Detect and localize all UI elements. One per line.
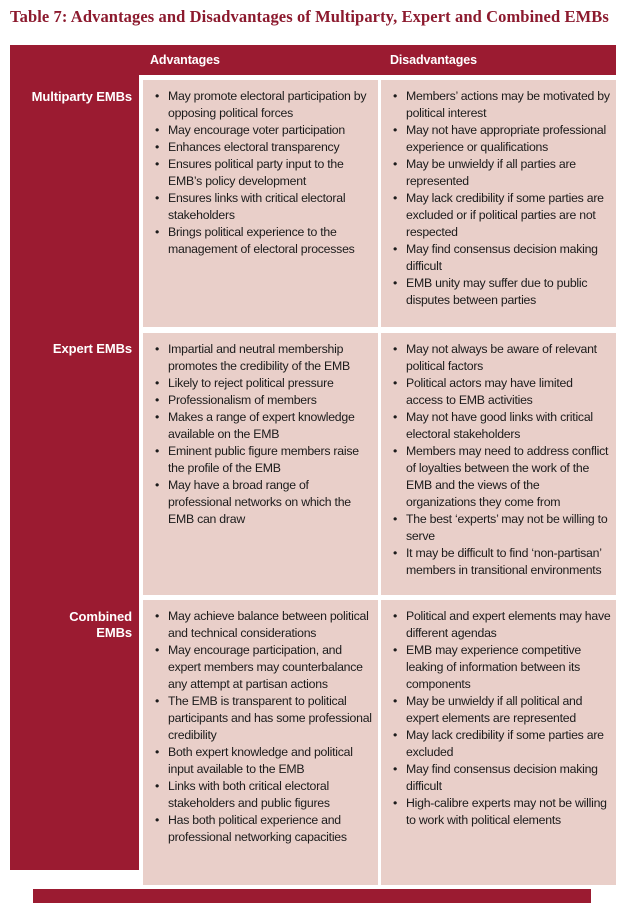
- emb-comparison-table: [10, 45, 616, 890]
- cell-combined-advantages: [143, 600, 378, 885]
- bullet-item: • Likely to reject political pressure: [143, 375, 378, 392]
- bullet-item: • Enhances electoral transparency: [143, 139, 378, 156]
- bullet-item: • The EMB is transparent to political participants and has some professional credibility: [143, 693, 378, 744]
- bullet-item: • Eminent public figure members raise the profile of the EMB: [143, 443, 378, 477]
- bullet-item: • Has both political experience and professional networking capacities: [143, 812, 378, 846]
- bullet-item: • Brings political experience to the management of electoral processes: [143, 224, 378, 258]
- bullet-item: • May not have good links with critical electoral stakeholders: [381, 409, 616, 443]
- bullet-item: • Political actors may have limited access to EMB activities: [381, 375, 616, 409]
- bullet-item: • Members’ actions may be motivated by political interest: [381, 88, 616, 122]
- bullet-item: • May find consensus decision making difficult: [381, 761, 616, 795]
- bullet-item: • Professionalism of members: [143, 392, 378, 409]
- bullet-item: • Both expert knowledge and political input available to the EMB: [143, 744, 378, 778]
- row-label-combined-embs: Combined EMBs: [69, 609, 132, 640]
- bullet-item: • May encourage voter participation: [143, 122, 378, 139]
- bullet-list: [381, 88, 616, 309]
- cell-expert-disadvantages: [381, 333, 616, 595]
- bullet-item: • May achieve balance between political and technical considerations: [143, 608, 378, 642]
- row-label-multiparty-embs: Multiparty EMBs: [31, 89, 132, 104]
- row-label-expert-embs: Expert EMBs: [52, 341, 132, 356]
- cell-combined-disadvantages: [381, 600, 616, 885]
- bullet-item: • May be unwieldy if all political and expert elements are represented: [381, 693, 616, 727]
- bullet-list: [381, 608, 616, 829]
- table-footer-bar: [33, 889, 591, 903]
- bullet-item: • High-calibre experts may not be willing to work with political elements: [381, 795, 616, 829]
- column-header-disadvantages: Disadvantages: [390, 53, 477, 67]
- table-title: Table 7: Advantages and Disadvantages of Multiparty, Expert and Combined EMBs: [10, 7, 609, 26]
- bullet-item: • May lack credibility if some parties are excluded: [381, 727, 616, 761]
- cell-expert-advantages: [143, 333, 378, 595]
- bullet-item: • Political and expert elements may have different agendas: [381, 608, 616, 642]
- bullet-item: • It may be difficult to find ‘non-partisan’ members in transitional environments: [381, 545, 616, 579]
- bullet-item: • Ensures political party input to the EMB’s policy development: [143, 156, 378, 190]
- bullet-list: [143, 88, 378, 258]
- cell-multiparty-advantages: [143, 80, 378, 327]
- bullet-item: • May have a broad range of professional networks on which the EMB can draw: [143, 477, 378, 528]
- bullet-item: • Makes a range of expert knowledge available on the EMB: [143, 409, 378, 443]
- bullet-item: • Members may need to address conflict of loyalties between the work of the EMB and the views of the organizations they come from: [381, 443, 616, 511]
- bullet-item: • Impartial and neutral membership promotes the credibility of the EMB: [143, 341, 378, 375]
- bullet-list: [143, 341, 378, 528]
- bullet-list: [143, 608, 378, 846]
- bullet-item: • May be unwieldy if all parties are represented: [381, 156, 616, 190]
- bullet-item: • EMB may experience competitive leaking of information between its components: [381, 642, 616, 693]
- bullet-item: • May not have appropriate professional experience or qualifications: [381, 122, 616, 156]
- row-label-column: [10, 45, 139, 870]
- cell-multiparty-disadvantages: [381, 80, 616, 327]
- bullet-list: [381, 341, 616, 579]
- bullet-item: • May find consensus decision making difficult: [381, 241, 616, 275]
- bullet-item: • EMB unity may suffer due to public disputes between parties: [381, 275, 616, 309]
- bullet-item: • May promote electoral participation by opposing political forces: [143, 88, 378, 122]
- bullet-item: • Links with both critical electoral stakeholders and public figures: [143, 778, 378, 812]
- bullet-item: • The best ‘experts’ may not be willing to serve: [381, 511, 616, 545]
- bullet-item: • May encourage participation, and expert members may counterbalance any attempt at partisan actions: [143, 642, 378, 693]
- column-header-advantages: Advantages: [150, 53, 220, 67]
- bullet-item: • May not always be aware of relevant political factors: [381, 341, 616, 375]
- bullet-item: • May lack credibility if some parties are excluded or if political parties are not respected: [381, 190, 616, 241]
- bullet-item: • Ensures links with critical electoral stakeholders: [143, 190, 378, 224]
